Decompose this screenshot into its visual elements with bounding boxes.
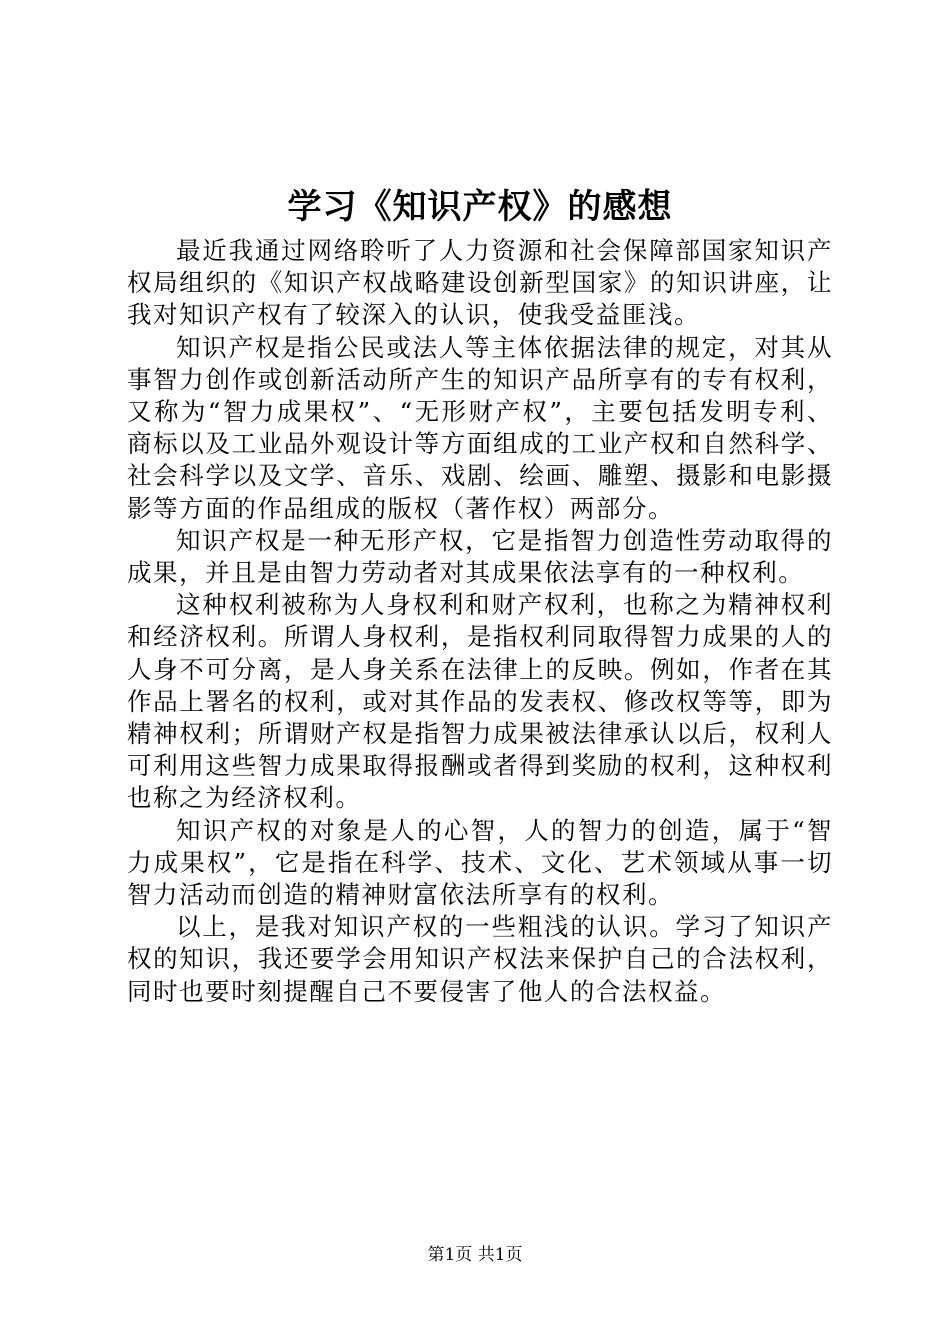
paragraph-3: 知识产权是一种无形产权，它是指智力创造性劳动取得的成果，并且是由智力劳动者对其成果依法享有的一种权利。 [127,525,833,588]
page-number-footer: 第1页 共1页 [427,1245,523,1265]
paragraph-5: 知识产权的对象是人的心智，人的智力的创造，属于“智力成果权”，它是指在科学、技术、文化、艺术领域从事一切智力活动而创造的精神财富依法所享有的权利。 [127,815,833,910]
paragraph-4: 这种权利被称为人身权利和财产权利，也称之为精神权利和经济权利。所谓人身权利，是指权利同取得智力成果的人的人身不可分离，是人身关系在法律上的反映。例如，作者在其作品上署名的权利，或对其作品的发表权、修改权等等，即为精神权利；所谓财产权是指智力成果被法律承认以后，权利人可利用这些智力成果取得报酬或者得到奖励的权利，这种权利也称之为经济权利。 [127,590,833,813]
paragraph-2: 知识产权是指公民或法人等主体依据法律的规定，对其从事智力创作或创新活动所产生的知识产品所享有的专有权利，又称为“智力成果权”、“无形财产权”，主要包括发明专利、商标以及工业品外观设计等方面组成的工业产权和自然科学、社会科学以及文学、音乐、戏剧、绘画、雕塑、摄影和电影摄影等方面的作品组成的版权（著作权）两部分。 [127,332,833,523]
paragraph-1: 最近我通过网络聆听了人力资源和社会保障部国家知识产权局组织的《知识产权战略建设创新型国家》的知识讲座，让我对知识产权有了较深入的认识，使我受益匪浅。 [127,236,833,330]
paragraph-6: 以上，是我对知识产权的一些粗浅的认识。学习了知识产权的知识，我还要学会用知识产权法来保护自己的合法权利，同时也要时刻提醒自己不要侵害了他人的合法权益。 [127,912,833,1006]
page-title: 学习《知识产权》的感想 [287,187,673,227]
document-body [127,235,833,1008]
